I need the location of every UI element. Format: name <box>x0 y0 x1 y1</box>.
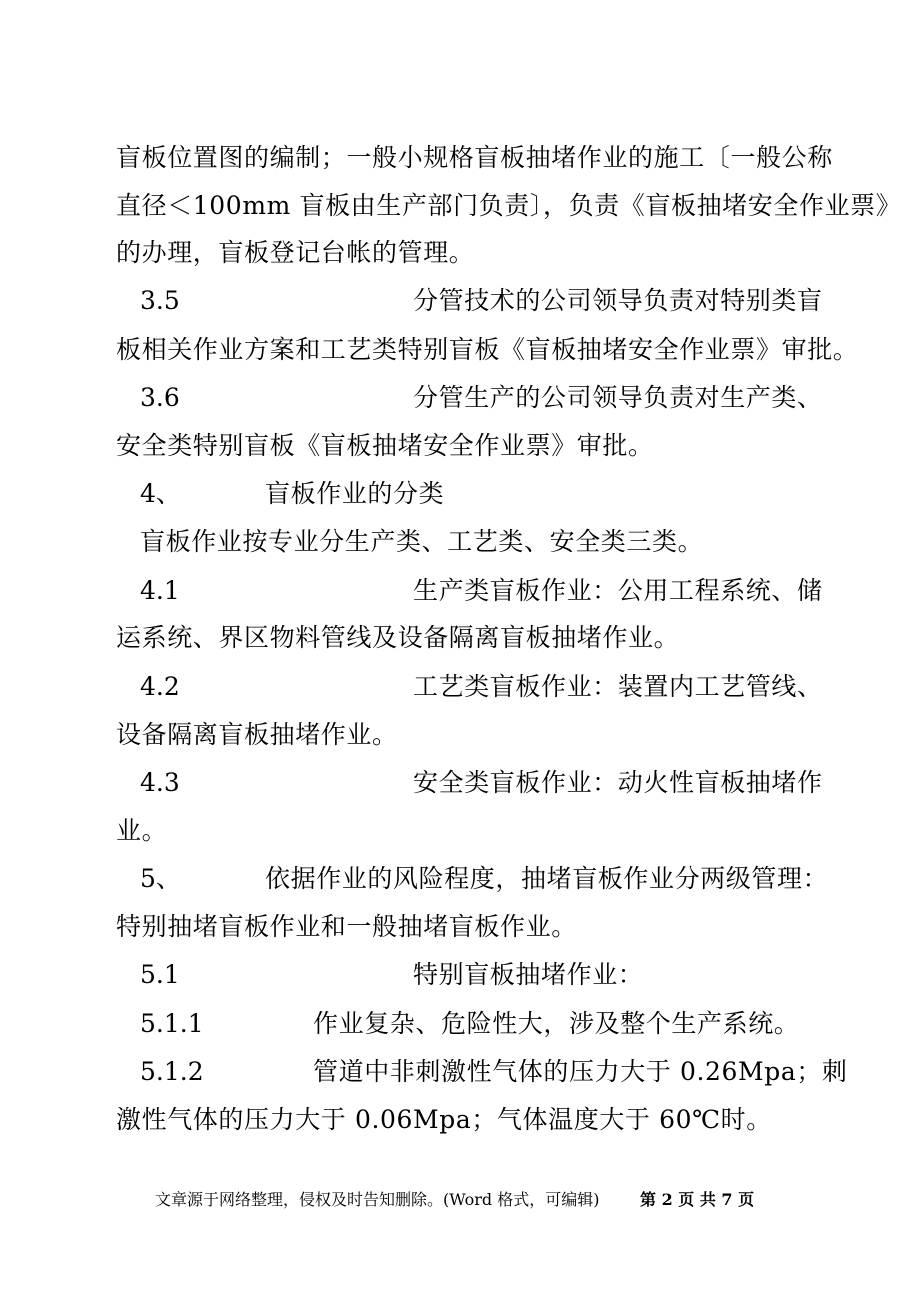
section-heading: 管道中非刺激性气体的压力大于 0.26Mpa；刺 <box>313 1057 848 1086</box>
section-continuation: 设备隔离盲板抽堵作业。 <box>116 720 398 749</box>
section-number: 5.1.2 <box>140 1057 204 1086</box>
paragraph-line: 盲板位置图的编制；一般小规格盲板抽堵作业的施工〔一般公称 <box>116 143 833 172</box>
section-number: 4.1 <box>140 576 180 605</box>
section-number: 4.2 <box>140 672 180 701</box>
section-continuation: 激性气体的压力大于 0.06Mpa；气体温度大于 60℃时。 <box>116 1105 772 1134</box>
section-heading: 安全类盲板作业：动火性盲板抽堵作 <box>413 768 823 797</box>
section-heading: 生产类盲板作业：公用工程系统、储 <box>413 576 823 605</box>
footer-source-note: 文章源于网络整理，侵权及时告知删除。(Word 格式，可编辑) <box>155 1190 600 1209</box>
section-heading: 特别盲板抽堵作业： <box>413 960 644 989</box>
footer-page-info: 第 2 页 共 7 页 <box>640 1190 755 1209</box>
section-number: 5、 <box>140 864 181 893</box>
section-number: 5.1.1 <box>140 1009 204 1038</box>
section-continuation: 特别抽堵盲板作业和一般抽堵盲板作业。 <box>116 912 577 941</box>
section-number: 3.5 <box>140 286 180 315</box>
section-continuation: 业。 <box>116 816 168 845</box>
paragraph-line: 的办理，盲板登记台帐的管理。 <box>116 238 475 267</box>
section-number: 4.3 <box>140 768 180 797</box>
section-heading: 作业复杂、危险性大，涉及整个生产系统。 <box>313 1009 800 1038</box>
section-number: 4、 <box>140 479 181 508</box>
paragraph-line: 直径＜100mm 盲板由生产部门负责〕，负责《盲板抽堵安全作业票》 <box>116 191 902 220</box>
section-heading: 盲板作业的分类 <box>265 479 445 508</box>
section-number: 5.1 <box>140 960 180 989</box>
section-heading: 工艺类盲板作业：装置内工艺管线、 <box>413 672 823 701</box>
paragraph-line: 盲板作业按专业分生产类、工艺类、安全类三类。 <box>140 527 704 556</box>
section-continuation: 板相关作业方案和工艺类特别盲板《盲板抽堵安全作业票》审批。 <box>116 335 859 364</box>
section-heading: 分管生产的公司领导负责对生产类、 <box>413 383 823 412</box>
section-number: 3.6 <box>140 383 180 412</box>
section-continuation: 安全类特别盲板《盲板抽堵安全作业票》审批。 <box>116 431 654 460</box>
section-heading: 依据作业的风险程度，抽堵盲板作业分两级管理： <box>265 864 829 893</box>
section-continuation: 运系统、界区物料管线及设备隔离盲板抽堵作业。 <box>116 623 680 652</box>
section-heading: 分管技术的公司领导负责对特别类盲 <box>413 286 823 315</box>
